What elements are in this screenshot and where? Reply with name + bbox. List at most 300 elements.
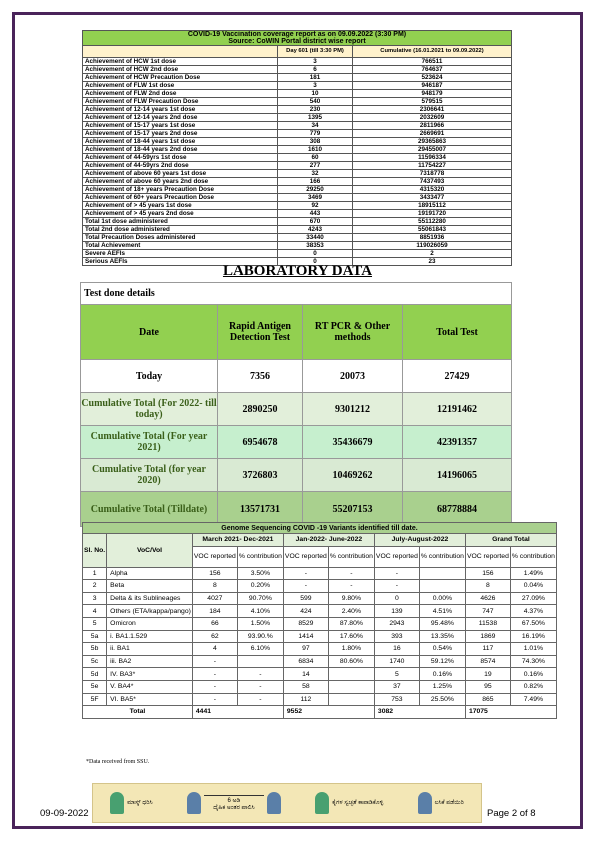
genome-row: [83, 617, 557, 630]
genome-value: 27.09%: [510, 592, 556, 605]
lab-row-label: Today: [81, 360, 218, 393]
genome-value: 1.49%: [510, 567, 556, 580]
mask-text: ಮಾಸ್ಕ್ ಧರಿಸಿ: [127, 799, 153, 806]
genome-value: 8: [465, 580, 510, 593]
genome-value: 1.80%: [328, 643, 374, 656]
genome-value: 13.35%: [419, 630, 465, 643]
test-done-label: Test done details: [81, 283, 512, 305]
period-header: Jan-2022- June-2022: [283, 534, 374, 547]
genome-value: 0.00%: [419, 592, 465, 605]
genome-value: -: [192, 668, 237, 681]
lab-value: 27429: [403, 360, 512, 393]
vaccine-message: [418, 792, 464, 814]
genome-value: 16: [374, 643, 419, 656]
genome-value: -: [283, 567, 328, 580]
lab-value: 35436679: [303, 426, 403, 459]
genome-value: 62: [192, 630, 237, 643]
vaccination-label: Achievement of 15-17 years 2nd dose: [83, 130, 278, 138]
total-label: Total: [83, 706, 193, 719]
total-value: 17075: [465, 706, 556, 719]
genome-value: 599: [283, 592, 328, 605]
vaccination-value: 277: [278, 162, 353, 170]
total-value: 3082: [374, 706, 465, 719]
vaccination-table: [82, 30, 512, 266]
genome-value: 0.16%: [419, 668, 465, 681]
vaccination-row: [83, 58, 512, 66]
vaccination-value: 119026059: [353, 242, 512, 250]
vaccination-value: 18915112: [353, 202, 512, 210]
genome-row: [83, 567, 557, 580]
genome-value: [328, 668, 374, 681]
vaccination-label: Achievement of FLW 1st dose: [83, 82, 278, 90]
genome-value: [419, 580, 465, 593]
genome-row: [83, 592, 557, 605]
genome-value: 74.30%: [510, 655, 556, 668]
genome-value: 1.25%: [419, 680, 465, 693]
lab-header: RT PCR & Other methods: [303, 305, 403, 360]
vaccination-label: Achievement of 15-17 years 1st dose: [83, 122, 278, 130]
vaccination-label: Achievement of FLW 2nd dose: [83, 90, 278, 98]
genome-value: 95.48%: [419, 617, 465, 630]
sl-no: 2: [83, 580, 107, 593]
genome-value: 4.10%: [237, 605, 283, 618]
genome-table: [82, 522, 557, 719]
vaccination-row: [83, 226, 512, 234]
awareness-banner: [92, 783, 482, 823]
distance-arrow: [204, 795, 264, 812]
genome-value: 2943: [374, 617, 419, 630]
variant-name: i. BA1.1.529: [107, 630, 193, 643]
lab-value: 12191462: [403, 393, 512, 426]
sub-header: % contribution: [237, 546, 283, 567]
vaccination-label: Serious AEFIs: [83, 258, 278, 266]
genome-total-row: [83, 706, 557, 719]
genome-value: 4.37%: [510, 605, 556, 618]
genome-value: 1869: [465, 630, 510, 643]
vaccination-value: 4243: [278, 226, 353, 234]
vaccination-label: Total 2nd dose administered: [83, 226, 278, 234]
vaccination-label: Achievement of HCW Precaution Dose: [83, 74, 278, 82]
genome-value: 67.50%: [510, 617, 556, 630]
sub-header: % contribution: [510, 546, 556, 567]
vaccination-label: Achievement of above 60 years 1st dose: [83, 170, 278, 178]
sl-header: Sl. No.: [83, 534, 107, 568]
vaccine-icon: [418, 792, 432, 814]
genome-value: 59.12%: [419, 655, 465, 668]
genome-value: 1414: [283, 630, 328, 643]
genome-value: 19: [465, 668, 510, 681]
genome-value: 37: [374, 680, 419, 693]
vaccination-value: 32: [278, 170, 353, 178]
lab-value: 9301212: [303, 393, 403, 426]
vaccination-label: Achievement of 18-44 years 1st dose: [83, 138, 278, 146]
genome-value: 8574: [465, 655, 510, 668]
lab-value: 14196065: [403, 459, 512, 492]
vaccination-row: [83, 146, 512, 154]
vaccination-row: [83, 114, 512, 122]
genome-value: 0.20%: [237, 580, 283, 593]
genome-value: 4626: [465, 592, 510, 605]
vaccination-label: Achievement of 12-14 years 2nd dose: [83, 114, 278, 122]
vaccination-label: Total 1st dose administered: [83, 218, 278, 226]
sl-no: 4: [83, 605, 107, 618]
handwash-icon: [315, 792, 329, 814]
vaccination-row: [83, 210, 512, 218]
genome-value: 9.80%: [328, 592, 374, 605]
vaccination-label: Achievement of 44-59yrs 1st dose: [83, 154, 278, 162]
vaccination-label: Severe AEFIs: [83, 250, 278, 258]
genome-value: 14: [283, 668, 328, 681]
genome-value: 66: [192, 617, 237, 630]
genome-value: 1740: [374, 655, 419, 668]
genome-value: [419, 567, 465, 580]
lab-row: [81, 459, 512, 492]
vaccination-value: 60: [278, 154, 353, 162]
vaccination-value: 523624: [353, 74, 512, 82]
sl-no: 5c: [83, 655, 107, 668]
genome-value: 0: [374, 592, 419, 605]
vaccination-row: [83, 98, 512, 106]
sub-header: VOC reported: [283, 546, 328, 567]
lab-row-label: Cumulative Total (For 2022- till today): [81, 393, 218, 426]
vaccination-value: 3469: [278, 194, 353, 202]
sub-header: VOC reported: [192, 546, 237, 567]
vaccination-value: 579515: [353, 98, 512, 106]
vaccination-value: 948179: [353, 90, 512, 98]
variant-name: Delta & its Sublineages: [107, 592, 193, 605]
lab-value: 3726803: [218, 459, 303, 492]
vaccination-label: Achievement of > 45 years 2nd dose: [83, 210, 278, 218]
distance-text: ದೈಹಿಕ ಅಂತರ ಪಾಲಿಸಿ: [213, 804, 255, 811]
mask-message: [110, 792, 152, 814]
vaccination-label: Achievement of 60+ years Precaution Dose: [83, 194, 278, 202]
genome-row: [83, 630, 557, 643]
genome-value: -: [192, 655, 237, 668]
lab-value: 6954678: [218, 426, 303, 459]
genome-value: 156: [465, 567, 510, 580]
genome-value: -: [374, 580, 419, 593]
lab-row: [81, 426, 512, 459]
vaccination-value: 2032609: [353, 114, 512, 122]
vaccination-value: 443: [278, 210, 353, 218]
variant-name: V. BA4*: [107, 680, 193, 693]
vaccination-row: [83, 178, 512, 186]
masked-person-icon: [110, 792, 124, 814]
variant-name: VI. BA5*: [107, 693, 193, 706]
vaccination-row: [83, 194, 512, 202]
vaccination-value: 166: [278, 178, 353, 186]
vaccination-value: 38353: [278, 242, 353, 250]
genome-value: -: [192, 680, 237, 693]
day-column-header: Day 601 (till 3:30 PM): [278, 46, 353, 58]
genome-row: [83, 693, 557, 706]
lab-row-label: Cumulative Total (for year 2020): [81, 459, 218, 492]
lab-header: Date: [81, 305, 218, 360]
genome-title: Genome Sequencing COVID -19 Variants identified till date.: [83, 523, 557, 534]
genome-value: 0.54%: [419, 643, 465, 656]
vaccination-value: 670: [278, 218, 353, 226]
cumulative-column-header: Cumulative (16.01.2021 to 09.09.2022): [353, 46, 512, 58]
vaccination-label: Achievement of above 60 years 2nd dose: [83, 178, 278, 186]
handwash-message: [315, 792, 383, 814]
sl-no: 3: [83, 592, 107, 605]
footer-date: 09-09-2022: [40, 808, 89, 819]
genome-value: 1.50%: [237, 617, 283, 630]
vaccination-value: 55112280: [353, 218, 512, 226]
genome-value: 112: [283, 693, 328, 706]
period-header: July-August-2022: [374, 534, 465, 547]
genome-value: 2.40%: [328, 605, 374, 618]
vaccination-value: 0: [278, 250, 353, 258]
distance-value: 6 ಅಡಿ: [227, 797, 241, 804]
genome-value: [237, 655, 283, 668]
lab-value: 42391357: [403, 426, 512, 459]
vaccination-label: Achievement of HCW 1st dose: [83, 58, 278, 66]
vaccination-row: [83, 186, 512, 194]
sl-no: 5b: [83, 643, 107, 656]
vaccination-row: [83, 74, 512, 82]
vaccination-label: Total Precaution Doses administered: [83, 234, 278, 242]
genome-value: 753: [374, 693, 419, 706]
person-icon: [267, 792, 281, 814]
genome-value: 4.51%: [419, 605, 465, 618]
genome-value: 865: [465, 693, 510, 706]
genome-value: -: [237, 693, 283, 706]
sl-no: 5d: [83, 668, 107, 681]
genome-value: 117: [465, 643, 510, 656]
vaccination-value: 764637: [353, 66, 512, 74]
vaccination-value: 55061843: [353, 226, 512, 234]
vaccination-row: [83, 90, 512, 98]
genome-value: [328, 680, 374, 693]
vaccination-row: [83, 154, 512, 162]
vaccination-value: 7437493: [353, 178, 512, 186]
sl-no: 1: [83, 567, 107, 580]
genome-row: [83, 668, 557, 681]
genome-value: 424: [283, 605, 328, 618]
genome-value: [328, 693, 374, 706]
handwash-text: ಕೈಗಳ ಸ್ವಚ್ಛತೆ ಕಾಪಾಡಿಕೊಳ್ಳಿ: [332, 799, 384, 806]
vaccination-value: 29250: [278, 186, 353, 194]
vaccine-text: ಲಸಿಕೆ ಪಡೆಯಿರಿ: [434, 799, 464, 806]
genome-value: 156: [192, 567, 237, 580]
genome-value: 90.70%: [237, 592, 283, 605]
genome-value: 8: [192, 580, 237, 593]
genome-row: [83, 643, 557, 656]
vaccination-value: 779: [278, 130, 353, 138]
vaccination-title: COVID-19 Vaccination coverage report as on 09.09.2022 (3:30 PM) Source: CoWIN Portal district wise report: [83, 31, 512, 46]
vaccination-label: Achievement of 12-14 years 1st dose: [83, 106, 278, 114]
total-value: 9552: [283, 706, 374, 719]
genome-value: 184: [192, 605, 237, 618]
vaccination-row: [83, 122, 512, 130]
genome-value: 25.50%: [419, 693, 465, 706]
vaccination-row: [83, 242, 512, 250]
sl-no: 5a: [83, 630, 107, 643]
genome-value: 80.60%: [328, 655, 374, 668]
variant-name: iii. BA2: [107, 655, 193, 668]
lab-value: 13571731: [218, 492, 303, 527]
genome-value: 17.60%: [328, 630, 374, 643]
vaccination-value: 8851936: [353, 234, 512, 242]
genome-value: 6.10%: [237, 643, 283, 656]
blank-header: [83, 46, 278, 58]
data-note: *Data received from SSU.: [86, 759, 150, 765]
vaccination-row: [83, 202, 512, 210]
vaccination-value: 4315320: [353, 186, 512, 194]
vaccination-value: 1395: [278, 114, 353, 122]
genome-value: 16.19%: [510, 630, 556, 643]
genome-value: 97: [283, 643, 328, 656]
lab-value: 7356: [218, 360, 303, 393]
genome-value: -: [237, 680, 283, 693]
sl-no: 5F: [83, 693, 107, 706]
vaccination-row: [83, 138, 512, 146]
total-value: 4441: [192, 706, 283, 719]
vaccination-value: 92: [278, 202, 353, 210]
genome-value: 3.50%: [237, 567, 283, 580]
lab-row-label: Cumulative Total (Tilldate): [81, 492, 218, 527]
genome-value: 393: [374, 630, 419, 643]
vaccination-row: [83, 130, 512, 138]
vaccination-value: 308: [278, 138, 353, 146]
vaccination-label: Achievement of FLW Precaution Dose: [83, 98, 278, 106]
vaccination-label: Achievement of HCW 2nd dose: [83, 66, 278, 74]
genome-row: [83, 680, 557, 693]
sub-header: VOC reported: [374, 546, 419, 567]
lab-value: 10469262: [303, 459, 403, 492]
vaccination-value: 540: [278, 98, 353, 106]
genome-value: 747: [465, 605, 510, 618]
genome-value: 5: [374, 668, 419, 681]
vaccination-value: 11596334: [353, 154, 512, 162]
genome-value: 93.90.%: [237, 630, 283, 643]
sl-no: 5: [83, 617, 107, 630]
person-icon: [187, 792, 201, 814]
vaccination-row: [83, 66, 512, 74]
vaccination-label: Achievement of 18-44 years 2nd dose: [83, 146, 278, 154]
vaccination-value: 1610: [278, 146, 353, 154]
vaccination-value: 7318778: [353, 170, 512, 178]
sub-header: VOC reported: [465, 546, 510, 567]
variant-name: Others (ETA/kappa/pango): [107, 605, 193, 618]
vaccination-row: [83, 106, 512, 114]
vaccination-value: 29455007: [353, 146, 512, 154]
vaccination-value: 230: [278, 106, 353, 114]
lab-value: 68778884: [403, 492, 512, 527]
genome-value: 0.16%: [510, 668, 556, 681]
genome-value: 58: [283, 680, 328, 693]
lab-row: [81, 393, 512, 426]
vaccination-row: [83, 250, 512, 258]
vaccination-value: 23: [353, 258, 512, 266]
vaccination-value: 29365863: [353, 138, 512, 146]
genome-value: 6834: [283, 655, 328, 668]
vaccination-value: 33440: [278, 234, 353, 242]
vaccination-value: 11754227: [353, 162, 512, 170]
variant-name: Beta: [107, 580, 193, 593]
vaccination-value: 19191720: [353, 210, 512, 218]
vaccination-value: 2811966: [353, 122, 512, 130]
genome-value: 1.01%: [510, 643, 556, 656]
period-header: Grand Total: [465, 534, 556, 547]
vaccination-value: 0: [278, 258, 353, 266]
lab-row-label: Cumulative Total (For year 2021): [81, 426, 218, 459]
vaccination-value: 2669691: [353, 130, 512, 138]
sl-no: 5e: [83, 680, 107, 693]
vaccination-row: [83, 234, 512, 242]
variant-name: IV. BA3*: [107, 668, 193, 681]
vaccination-value: 3433477: [353, 194, 512, 202]
genome-value: 95: [465, 680, 510, 693]
lab-header: Rapid Antigen Detection Test: [218, 305, 303, 360]
vaccination-value: 3: [278, 58, 353, 66]
sub-header: % contribution: [328, 546, 374, 567]
lab-title: LABORATORY DATA: [222, 263, 373, 279]
variant-name: Omicron: [107, 617, 193, 630]
lab-value: 2890250: [218, 393, 303, 426]
vaccination-value: 2306641: [353, 106, 512, 114]
vaccination-row: [83, 162, 512, 170]
genome-value: 11538: [465, 617, 510, 630]
sub-header: % contribution: [419, 546, 465, 567]
variant-name: Alpha: [107, 567, 193, 580]
genome-value: -: [192, 693, 237, 706]
vaccination-label: Total Achievement: [83, 242, 278, 250]
genome-value: 139: [374, 605, 419, 618]
lab-row: [81, 360, 512, 393]
vaccination-label: Achievement of 18+ years Precaution Dose: [83, 186, 278, 194]
distance-message: [187, 792, 281, 814]
lab-value: 55207153: [303, 492, 403, 527]
lab-header: Total Test: [403, 305, 512, 360]
vaccination-row: [83, 218, 512, 226]
vaccination-value: 2: [353, 250, 512, 258]
vaccination-value: 34: [278, 122, 353, 130]
genome-value: -: [328, 567, 374, 580]
vaccination-value: 3: [278, 82, 353, 90]
genome-value: 4027: [192, 592, 237, 605]
vaccination-row: [83, 170, 512, 178]
genome-value: 0.82%: [510, 680, 556, 693]
genome-value: 87.80%: [328, 617, 374, 630]
vaccination-value: 946187: [353, 82, 512, 90]
vaccination-value: 181: [278, 74, 353, 82]
genome-value: 4: [192, 643, 237, 656]
genome-row: [83, 605, 557, 618]
vaccination-value: 10: [278, 90, 353, 98]
page-number: Page 2 of 8: [487, 808, 536, 819]
vaccination-label: Achievement of > 45 years 1st dose: [83, 202, 278, 210]
period-header: March 2021- Dec-2021: [192, 534, 283, 547]
vaccination-label: Achievement of 44-59yrs 2nd dose: [83, 162, 278, 170]
genome-row: [83, 655, 557, 668]
genome-value: 7.49%: [510, 693, 556, 706]
genome-value: -: [328, 580, 374, 593]
lab-value: 20073: [303, 360, 403, 393]
genome-value: -: [237, 668, 283, 681]
vaccination-row: [83, 82, 512, 90]
genome-value: -: [374, 567, 419, 580]
vaccination-value: 766511: [353, 58, 512, 66]
genome-row: [83, 580, 557, 593]
variant-name: ii. BA1: [107, 643, 193, 656]
genome-value: 0.04%: [510, 580, 556, 593]
lab-table: [80, 282, 512, 527]
voc-header: VoC/VoI: [107, 534, 193, 568]
genome-value: -: [283, 580, 328, 593]
vaccination-value: 6: [278, 66, 353, 74]
